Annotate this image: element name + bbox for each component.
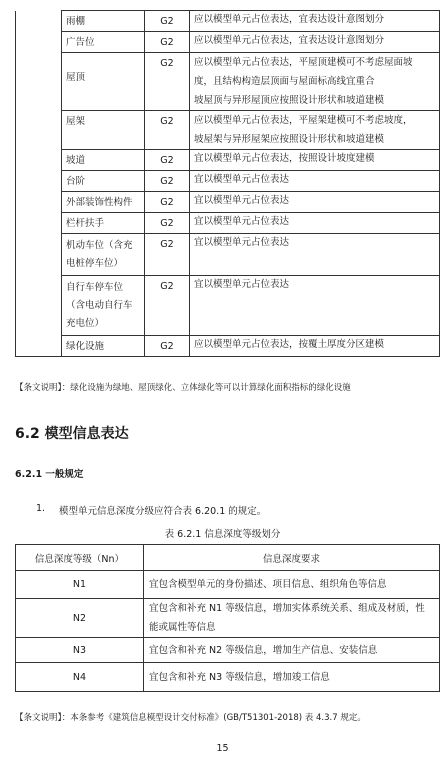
table-row [16, 234, 440, 276]
table-header: 信息深度等级（Nn） [16, 545, 144, 571]
clause-number: 1. [36, 503, 46, 514]
component-name-line: 机动车位（含充 [66, 240, 133, 251]
blank-cell [16, 150, 62, 171]
depth-requirement [144, 663, 440, 692]
depth-requirement [144, 571, 440, 599]
component-name [62, 336, 145, 357]
page-number: 15 [216, 743, 229, 754]
grade-cell: G2 [145, 336, 190, 357]
blank-cell [16, 276, 62, 336]
component-name-line: 雨棚 [66, 16, 86, 27]
requirement-line: 宜包含和补充 N3 等级信息，增加竣工信息 [149, 671, 330, 683]
grade-cell: G2 [145, 32, 190, 53]
table-row [16, 150, 440, 171]
table-row [16, 663, 440, 692]
requirement-line: 应以模型单元占位表达，平屋顶建模可不考虑屋面坡 [194, 57, 413, 68]
blank-cell [16, 32, 62, 53]
component-name [62, 111, 145, 150]
grade-cell: G2 [145, 276, 190, 336]
depth-requirement [144, 599, 440, 638]
requirement-cell [190, 32, 440, 53]
requirement-cell [190, 111, 440, 150]
depth-level: N2 [16, 599, 144, 638]
component-name-line: 外部装饰性构件 [66, 197, 133, 208]
requirement-line: 宜以模型单元占位表达 [194, 216, 290, 227]
requirement-line: 宜以模型单元占位表达 [194, 174, 290, 185]
table-row [16, 171, 440, 192]
component-name [62, 53, 145, 111]
requirement-line: 宜包含和补充 N2 等级信息，增加生产信息、安装信息 [149, 644, 378, 656]
blank-cell [16, 111, 62, 150]
depth-level: N4 [16, 663, 144, 692]
table-row [16, 192, 440, 213]
requirement-line: 宜以模型单元占位表达 [194, 279, 290, 290]
grade-cell: G2 [145, 234, 190, 276]
grade-cell: G2 [145, 53, 190, 111]
component-name-line: 屋顶 [66, 72, 86, 83]
requirement-cell [190, 53, 440, 111]
subsection-title: 6.2.1 一般规定 [15, 469, 84, 480]
requirement-cell [190, 336, 440, 357]
grade-cell: G2 [145, 171, 190, 192]
component-name-line: 电桩停车位） [66, 258, 124, 269]
component-name-line: 台阶 [66, 176, 86, 187]
component-name [62, 192, 145, 213]
table-row [16, 599, 440, 638]
table-row [16, 213, 440, 234]
requirement-line: 坡屋顶与异形屋顶应按照设计形状和坡道建模 [194, 95, 385, 106]
grade-cell: G2 [145, 150, 190, 171]
component-name [62, 32, 145, 53]
section-title: 6.2 模型信息表达 [15, 426, 129, 442]
depth-level: N1 [16, 571, 144, 599]
requirement-line: 宜包含和补充 N1 等级信息，增加实体系统关系、组成及材质，性 [149, 603, 425, 614]
blank-cell [16, 171, 62, 192]
blank-cell [16, 11, 62, 32]
blank-cell [16, 336, 62, 357]
component-name-line: 屋架 [66, 116, 86, 127]
table-row [16, 638, 440, 663]
requirement-line: 宜以模型单元占位表达 [194, 237, 290, 248]
table-row [16, 53, 440, 111]
depth-level: N3 [16, 638, 144, 663]
table-row [16, 11, 440, 32]
requirement-line: 度，且结构构造层顶面与屋面标高线宜重合 [194, 76, 375, 87]
component-name-line: 绿化设施 [66, 341, 105, 352]
requirement-line: 能或属性等信息 [149, 622, 216, 633]
depth-requirement [144, 638, 440, 663]
component-name [62, 11, 145, 32]
requirement-cell [190, 276, 440, 336]
requirement-line: 坡屋架与异形屋架应按照设计形状和坡道建模 [194, 134, 385, 145]
table-row [16, 32, 440, 53]
requirement-line: 宜以模型单元占位表达 [194, 195, 290, 206]
table-header: 信息深度要求 [144, 545, 440, 571]
blank-cell [16, 192, 62, 213]
requirement-line: 应以模型单元占位表达，按覆土厚度分区建模 [194, 339, 385, 350]
requirement-line: 应以模型单元占位表达，平屋架建模可不考虑坡度， [194, 115, 413, 126]
grade-cell: G2 [145, 213, 190, 234]
component-name-line: 充电位） [66, 318, 105, 329]
info-depth-table [15, 544, 440, 692]
table-row [16, 276, 440, 336]
component-name-line: （含电动自行车 [66, 300, 133, 311]
blank-cell [16, 234, 62, 276]
requirement-cell [190, 11, 440, 32]
component-table [15, 10, 440, 357]
grade-cell: G2 [145, 11, 190, 32]
requirement-cell [190, 192, 440, 213]
table-row [16, 571, 440, 599]
clause-text: 模型单元信息深度分级应符合表 6.20.1 的规定。 [59, 506, 267, 517]
component-name [62, 213, 145, 234]
table-row [16, 336, 440, 357]
blank-cell [16, 213, 62, 234]
requirement-line: 宜以模型单元占位表达，按照设计坡度建模 [194, 153, 375, 164]
component-name-line: 自行车停车位 [66, 282, 124, 293]
component-name [62, 234, 145, 276]
requirement-cell [190, 234, 440, 276]
grade-cell: G2 [145, 111, 190, 150]
explanation-note: 【条文说明】：绿化设施为绿地、屋顶绿化、立体绿化等可以计算绿化面积指标的绿化设施 [15, 383, 351, 393]
requirement-cell [190, 213, 440, 234]
component-name-line: 栏杆扶手 [66, 218, 105, 229]
table-row [16, 111, 440, 150]
requirement-line: 应以模型单元占位表达，宜表达设计意图划分 [194, 14, 385, 25]
blank-cell [16, 53, 62, 111]
requirement-cell [190, 150, 440, 171]
component-name [62, 171, 145, 192]
component-name [62, 276, 145, 336]
explanation-note: 【条文说明】：本条参考《建筑信息模型设计交付标准》(GB/T51301-2018) 表 4.3.7 规定。 [15, 713, 366, 723]
grade-cell: G2 [145, 192, 190, 213]
requirement-line: 应以模型单元占位表达，宜表达设计意图划分 [194, 35, 385, 46]
component-name-line: 广告位 [66, 37, 95, 48]
component-name [62, 150, 145, 171]
table-caption: 表 6.2.1 信息深度等级划分 [164, 529, 281, 540]
component-name-line: 坡道 [66, 155, 86, 166]
requirement-line: 宜包含模型单元的身份描述、项目信息、组织角色等信息 [149, 579, 387, 590]
requirement-cell [190, 171, 440, 192]
